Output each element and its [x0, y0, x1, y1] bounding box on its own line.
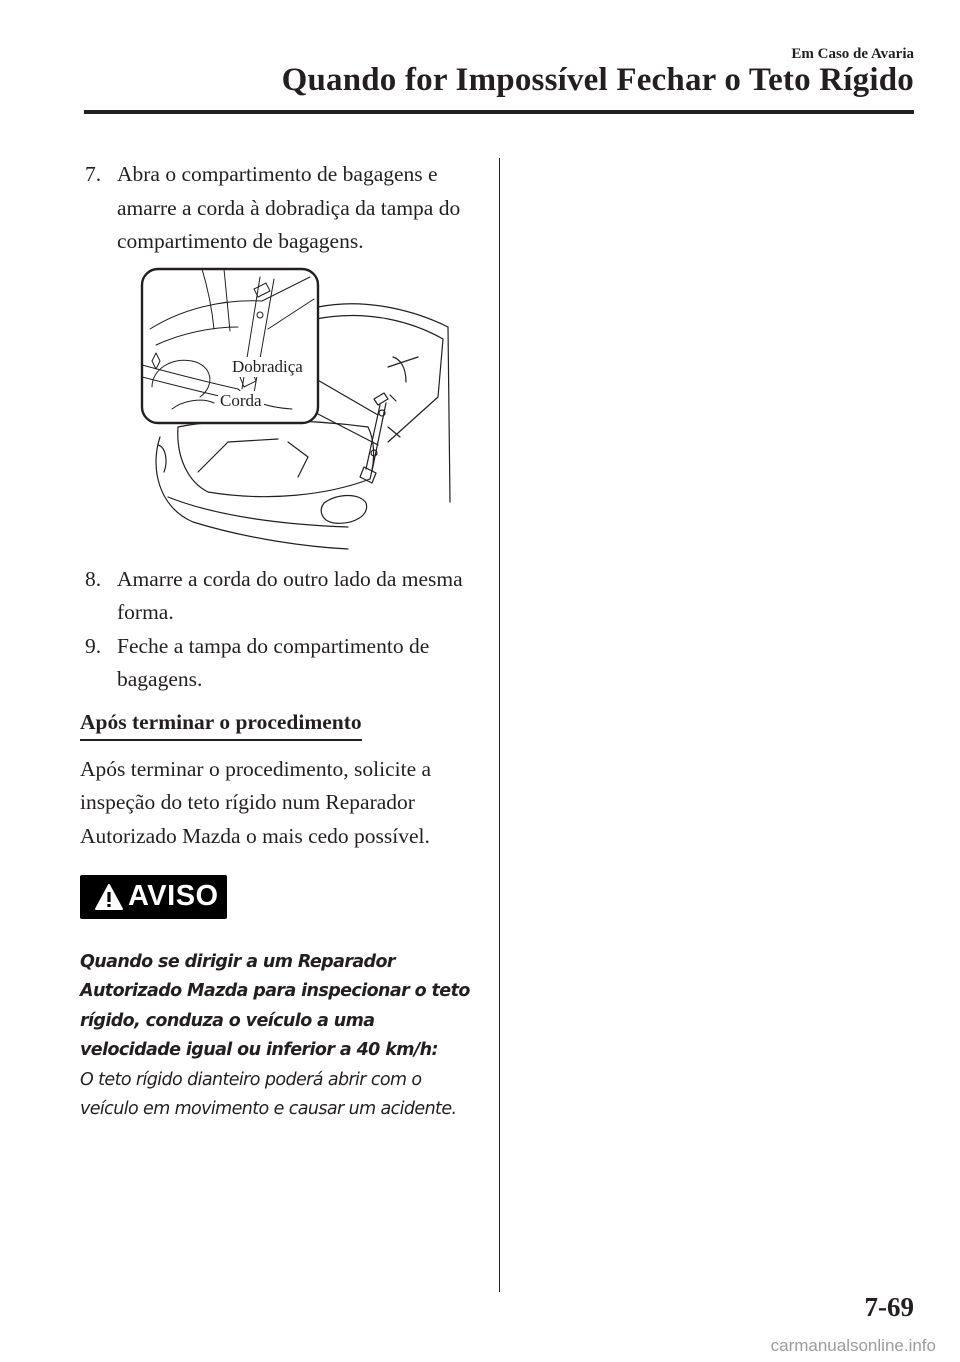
warning-text [80, 948, 480, 1125]
column-divider [499, 158, 500, 1292]
warning-triangle-icon [94, 883, 124, 911]
header-section: Em Caso de Avaria [791, 46, 914, 62]
warning-badge [80, 875, 227, 919]
header-rule [84, 110, 914, 114]
step-text: Amarre a corda do outro lado da mesma forma. [117, 566, 463, 624]
left-column [80, 158, 480, 1125]
step-8 [80, 563, 480, 630]
step-text: Feche a tampa do compartimento de bagagens. [117, 633, 430, 691]
step-9 [80, 630, 480, 697]
page-title: Quando for Impossível Fechar o Teto Rígido [281, 62, 914, 98]
section-paragraph: Após terminar o procedimento, solicite a inspeção do teto rígido num Reparador Autorizado Mazda o mais cedo possível. [80, 756, 432, 848]
step-7 [80, 158, 480, 259]
warning-body-text: O teto rígido dianteiro poderá abrir com o veículo em movimento e causar um acidente. [80, 1069, 457, 1119]
step-text: Abra o compartimento de bagagens e amarre a corda à dobradiça da tampa do compartimento de bagagens. [117, 162, 461, 253]
step-number: 9. [85, 633, 102, 658]
rope-label: Corda [220, 390, 262, 410]
page-number: 7-69 [864, 1292, 914, 1322]
watermark: carmanualsonline.info [770, 1336, 936, 1355]
step-number: 7. [85, 162, 102, 186]
warning-bold-text: Quando se dirigir a um Reparador Autorizado Mazda para inspecionar o teto rígido, conduza o veículo a uma velocidade igual ou inferior a 40 km/h: [80, 951, 470, 1060]
section-heading: Após terminar o procedimento [80, 707, 362, 741]
trunk-hinge-illustration [138, 267, 458, 555]
warning-label: AVISO [128, 880, 219, 913]
hinge-label: Dobradiça [232, 356, 303, 376]
step-number: 8. [85, 566, 102, 591]
